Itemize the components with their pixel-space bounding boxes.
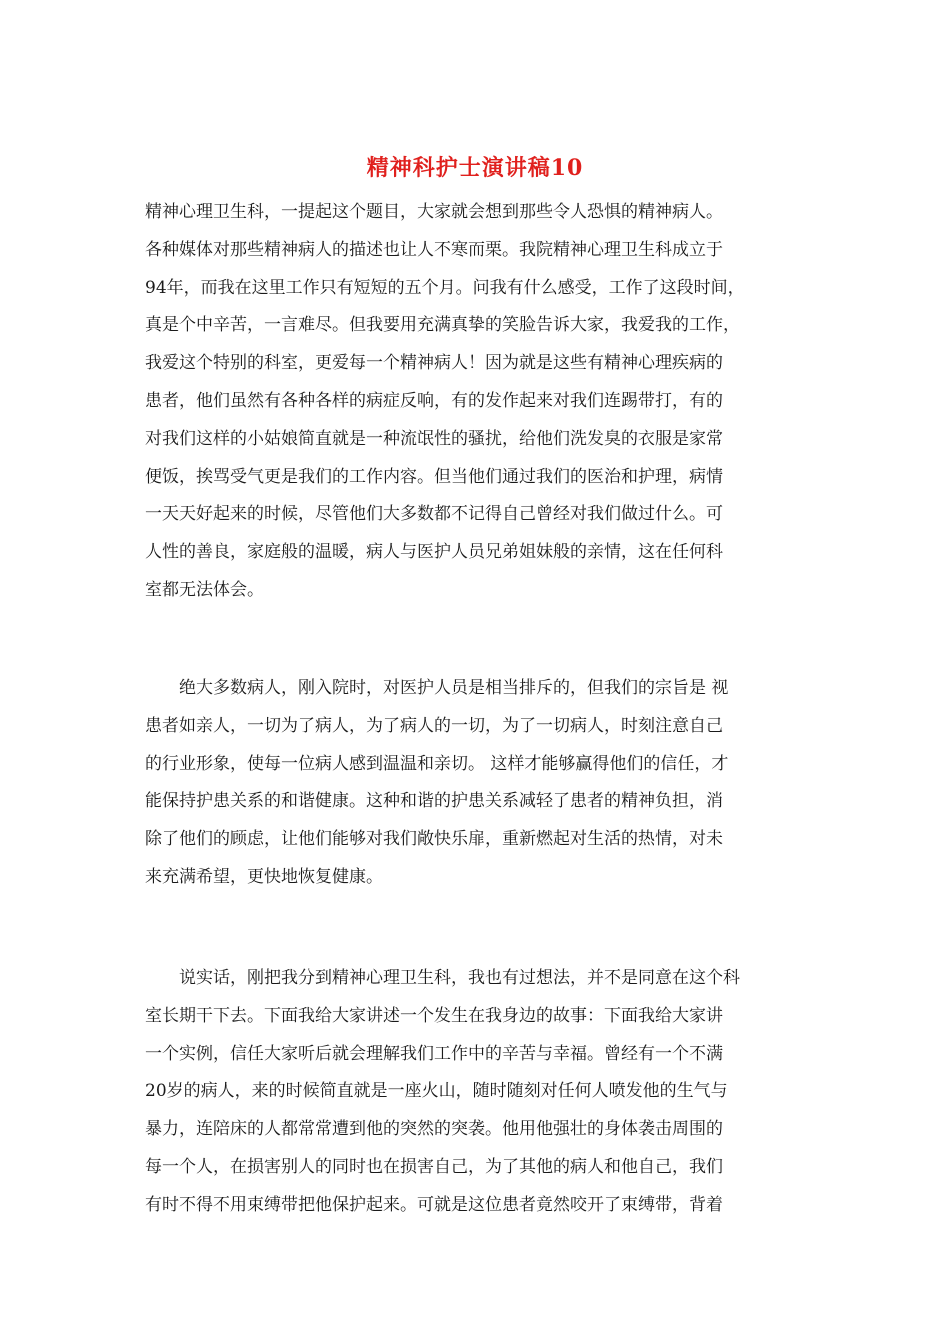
text-line: 说实话，刚把我分到精神心理卫生科，我也有过想法，并不是同意在这个科 [145,968,740,988]
text-line: 我爱这个特别的科室，更爱每一个精神病人！因为就是这些有精神心理疾病的 [145,353,723,374]
text-line: 除了他们的顾虑，让他们能够对我们敞快乐扉，重新燃起对生活的热情，对未 [145,829,723,850]
text-line: 对我们这样的小姑娘简直就是一种流氓性的骚扰，给他们洗发臭的衣服是家常 [145,428,723,449]
text-line: 患者，他们虽然有各种各样的病症反响，有的发作起来对我们连踢带打，有的 [145,390,723,411]
text-line: 人性的善良，家庭般的温暖，病人与医护人员兄弟姐妹般的亲情，这在任何科 [145,542,723,563]
paragraph-2 [145,670,807,897]
text-line: 绝大多数病人，刚入院时，对医护人员是相当排斥的，但我们的宗旨是 视 [145,678,729,698]
text-line: 患者如亲人，一切为了病人，为了病人的一切，为了一切病人，时刻注意自己 [145,715,723,736]
text-line: 能保持护患关系的和谐健康。这种和谐的护患关系减轻了患者的精神负担，消 [145,791,723,812]
text-line: 各种媒体对那些精神病人的描述也让人不寒而栗。我院精神心理卫生科成立于 [145,239,723,260]
paragraph-3 [145,960,807,1225]
text-line: 来充满希望，更快地恢复健康。 [145,866,383,887]
text-line: 每一个人，在损害别人的同时也在损害自己，为了其他的病人和他自己，我们 [145,1156,723,1177]
text-line: 室都无法体会。 [145,579,264,600]
text-line: 便饭，挨骂受气更是我们的工作内容。但当他们通过我们的医治和护理，病情 [145,466,723,487]
text-line: 94年，而我在这里工作只有短短的五个月。问我有什么感受，工作了这段时间， [145,277,745,298]
text-line: 室长期干下去。下面我给大家讲述一个发生在我身边的故事：下面我给大家讲 [145,1005,723,1026]
text-line: 真是个中辛苦，一言难尽。但我要用充满真挚的笑脸告诉大家，我爱我的工作， [145,315,740,336]
paragraph-1 [145,194,807,610]
text-line: 的行业形象，使每一位病人感到温温和亲切。 这样才能够赢得他们的信任，才 [145,753,729,774]
text-line: 20岁的病人，来的时候简直就是一座火山，随时随刻对任何人喷发他的生气与 [145,1081,728,1102]
text-line: 有时不得不用束缚带把他保护起来。可就是这位患者竟然咬开了束缚带，背着 [145,1194,723,1215]
text-line: 暴力，连陪床的人都常常遭到他的突然的突袭。他用他强壮的身体袭击周围的 [145,1119,723,1140]
document-title: 精神科护士演讲稿10 [366,155,584,181]
text-line: 一天天好起来的时候，尽管他们大多数都不记得自己曾经对我们做过什么。可 [145,504,723,525]
text-line: 精神心理卫生科，一提起这个题目，大家就会想到那些令人恐惧的精神病人。 [145,202,723,222]
text-line: 一个实例，信任大家听后就会理解我们工作中的辛苦与幸福。曾经有一个不满 [145,1043,723,1064]
